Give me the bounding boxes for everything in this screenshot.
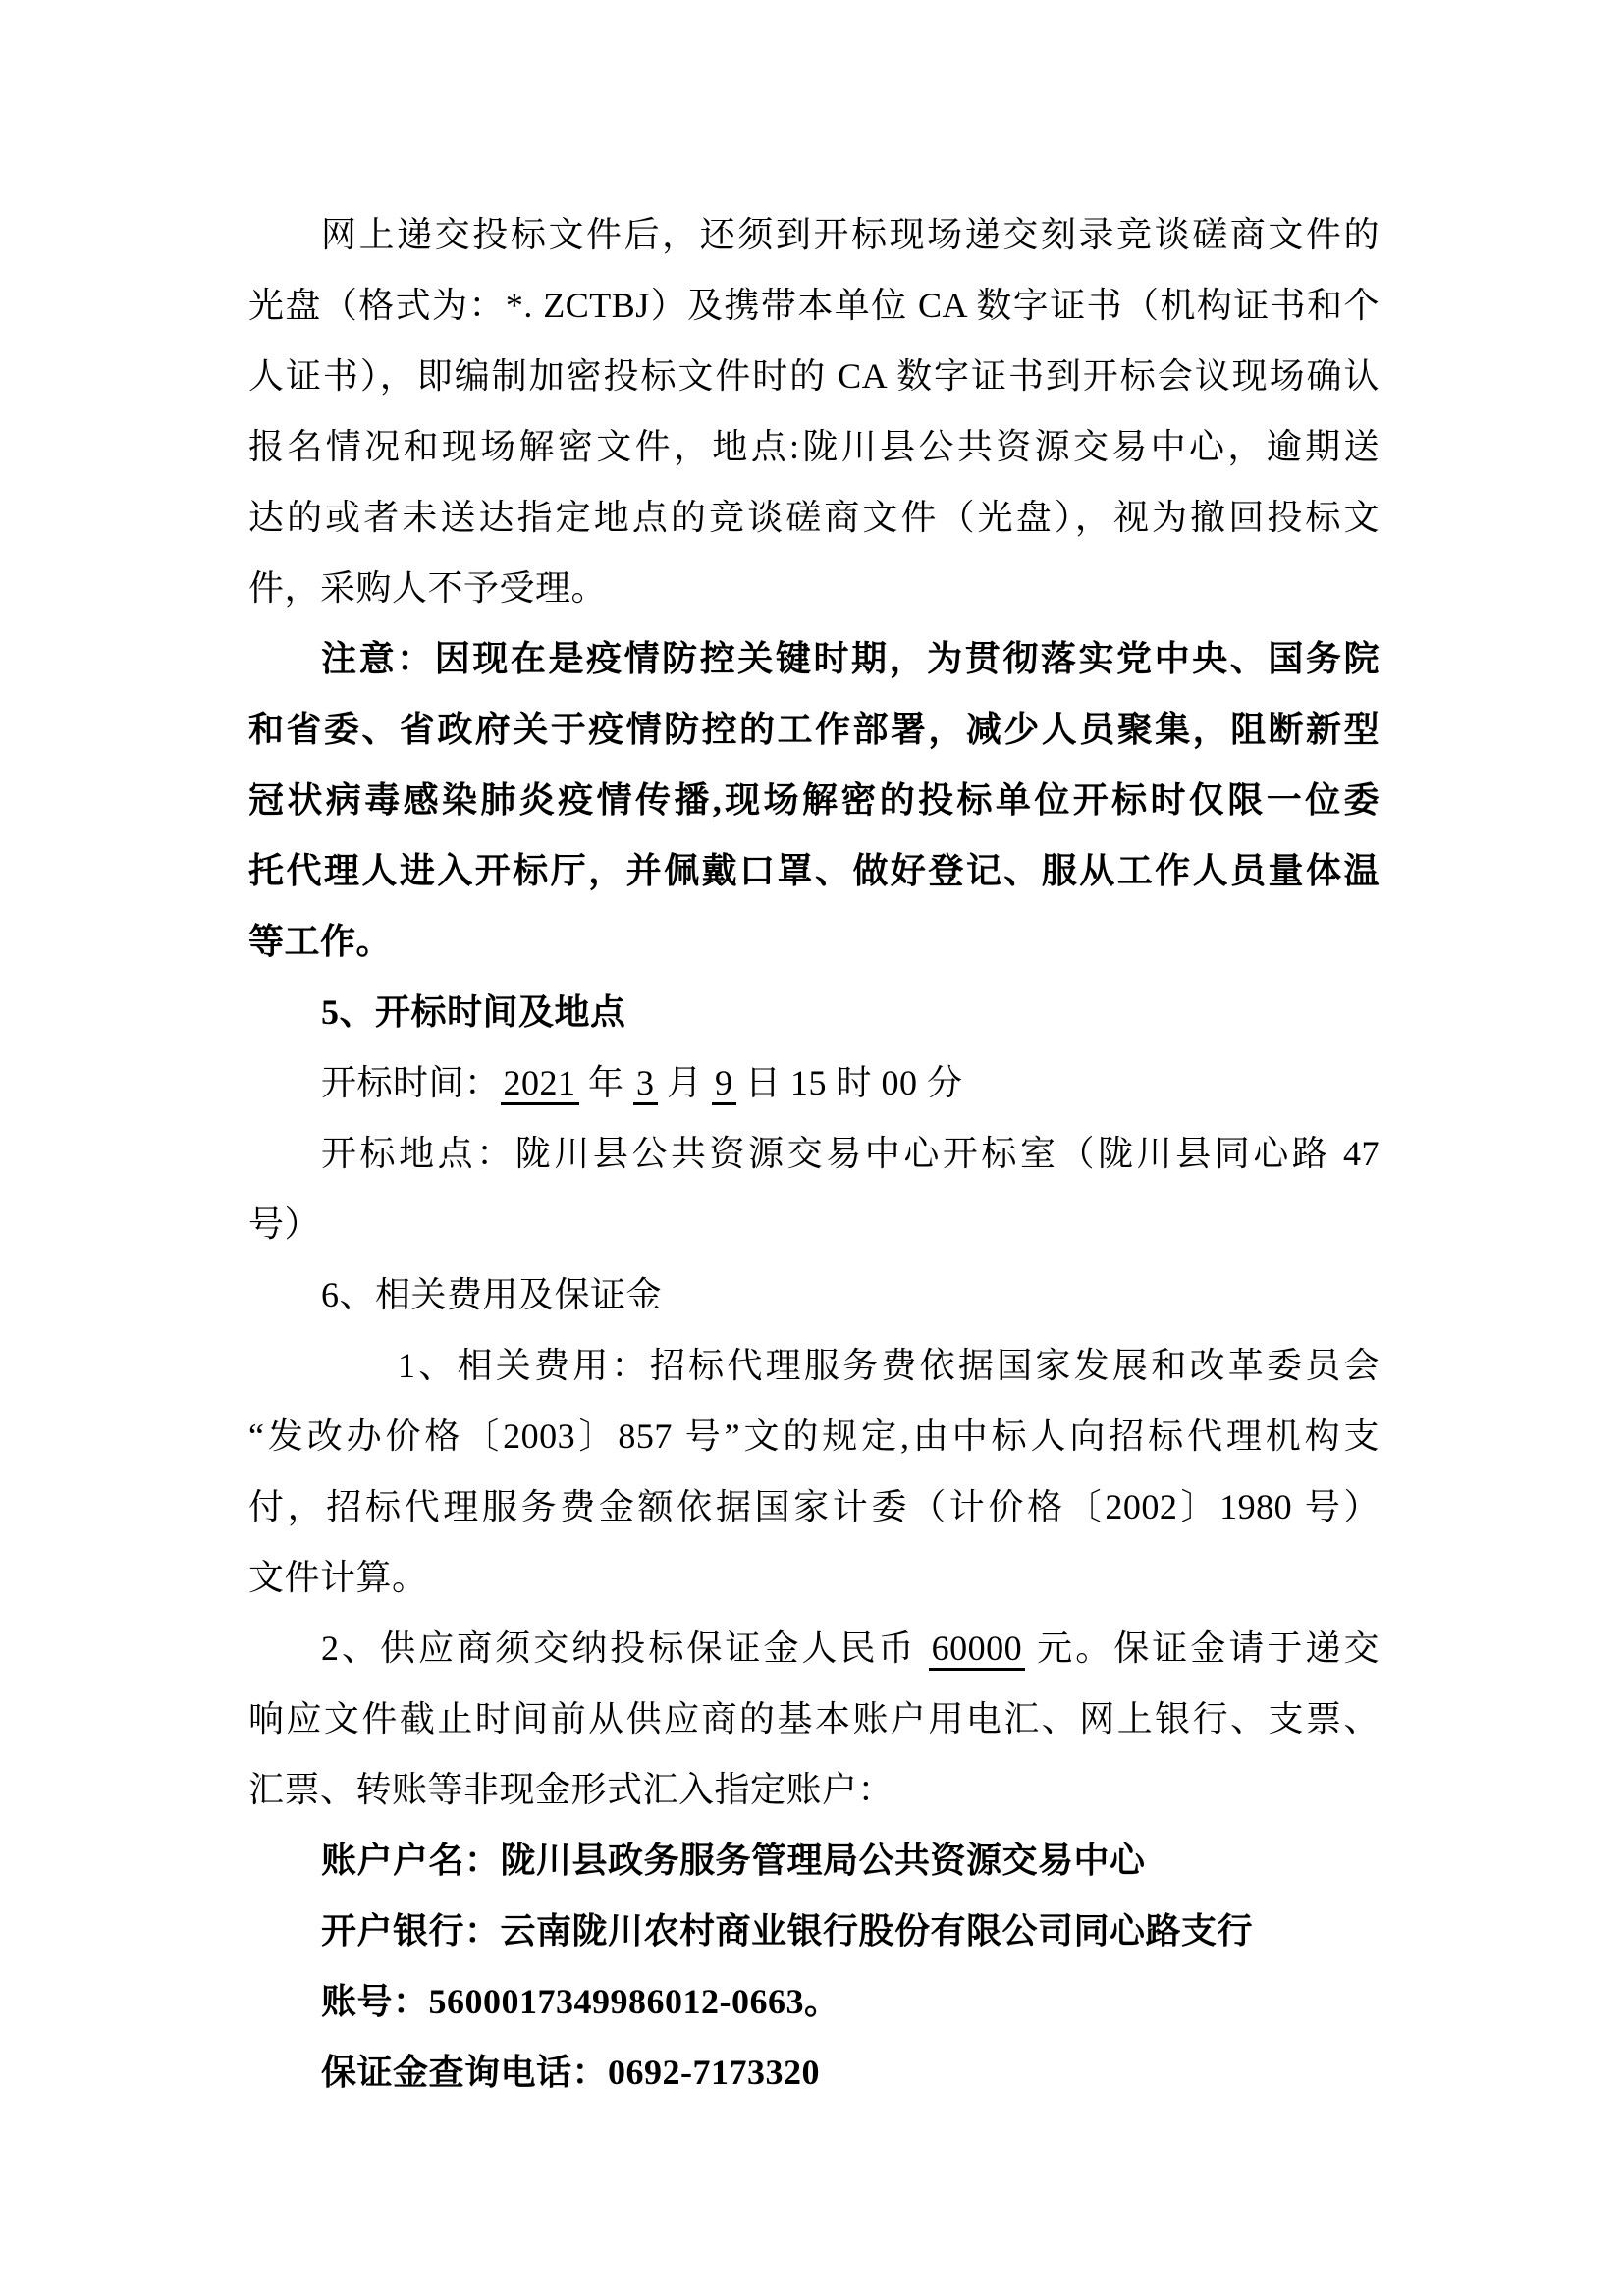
text-run: 开标地点：陇川县公共资源交易中心开标室（陇川县同心路 47 xyxy=(321,1134,1380,1173)
text-line xyxy=(248,1825,1380,1896)
text-line xyxy=(248,1259,1380,1330)
text-line xyxy=(248,1330,1380,1401)
text-line xyxy=(248,270,1380,341)
text-run: 保证金查询电话：0692-7173320 xyxy=(321,2053,820,2092)
text-line xyxy=(248,765,1380,835)
text-run: 报名情况和现场解密文件，地点:陇川县公共资源交易中心，逾期送 xyxy=(248,427,1380,466)
text-line xyxy=(248,977,1380,1047)
text-run: 达的或者未送达指定地点的竞谈磋商文件（光盘），视为撤回投标文 xyxy=(248,498,1380,537)
text-line xyxy=(248,2037,1380,2108)
text-run: 2、供应商须交纳投标保证金人民币 xyxy=(321,1629,929,1668)
text-run: 号） xyxy=(248,1204,321,1244)
text-run: 汇票、转账等非现金形式汇入指定账户： xyxy=(248,1770,894,1809)
document-body xyxy=(248,199,1380,2108)
text-run: 等工作。 xyxy=(248,922,393,961)
text-run: 和省委、省政府关于疫情防控的工作部署，减少人员聚集，阻断新型 xyxy=(248,710,1380,749)
text-run: 账户户名：陇川县政务服务管理局公共资源交易中心 xyxy=(321,1841,1146,1880)
text-line xyxy=(248,341,1380,411)
text-run: 开标时间： xyxy=(321,1063,501,1102)
text-line xyxy=(248,1401,1380,1471)
text-line xyxy=(248,623,1380,694)
text-line xyxy=(248,553,1380,623)
text-line xyxy=(248,1471,1380,1542)
text-run: 响应文件截止时间前从供应商的基本账户用电汇、网上银行、支票、 xyxy=(248,1699,1380,1738)
text-run: 文件计算。 xyxy=(248,1558,428,1597)
text-run: 6、相关费用及保证金 xyxy=(321,1275,663,1314)
text-line xyxy=(248,1613,1380,1683)
text-run: 托代理人进入开标厅，并佩戴口罩、做好登记、服从工作人员量体温 xyxy=(248,851,1380,890)
text-run: 1、相关费用：招标代理服务费依据国家发展和改革委员会 xyxy=(398,1346,1380,1385)
text-run: 年 xyxy=(578,1063,634,1102)
underlined-text: 60000 xyxy=(929,1629,1026,1671)
text-run: 账号：5600017349986012-0663。 xyxy=(321,1982,840,2021)
text-run: 日 15 时 00 分 xyxy=(735,1063,963,1102)
text-run: 人证书），即编制加密投标文件时的 CA 数字证书到开标会议现场确认 xyxy=(248,356,1380,396)
text-run: 冠状病毒感染肺炎疫情传播,现场解密的投标单位开标时仅限一位委 xyxy=(248,780,1380,820)
text-run: 注意：因现在是疫情防控关键时期，为贯彻落实党中央、国务院 xyxy=(321,639,1380,678)
underlined-text: 9 xyxy=(712,1063,736,1105)
text-run: 件，采购人不予受理。 xyxy=(248,568,608,608)
text-run: 5、开标时间及地点 xyxy=(321,992,626,1032)
text-run: 元。保证金请于递交 xyxy=(1025,1629,1380,1668)
text-line xyxy=(248,906,1380,977)
text-line xyxy=(248,1047,1380,1118)
underlined-text: 3 xyxy=(633,1063,658,1105)
underlined-text: 2021 xyxy=(501,1063,579,1105)
text-line xyxy=(248,1683,1380,1754)
text-run: 光盘（格式为：*. ZCTBJ）及携带本单位 CA 数字证书（机构证书和个 xyxy=(248,286,1380,325)
text-line xyxy=(248,1118,1380,1189)
text-line xyxy=(248,694,1380,765)
text-line xyxy=(248,1189,1380,1259)
text-line xyxy=(248,411,1380,482)
text-line xyxy=(248,835,1380,906)
text-line xyxy=(248,1754,1380,1825)
text-line xyxy=(248,1966,1380,2037)
text-run: 开户银行：云南陇川农村商业银行股份有限公司同心路支行 xyxy=(321,1911,1254,1950)
text-line xyxy=(248,482,1380,553)
text-line xyxy=(248,199,1380,270)
text-line xyxy=(248,1896,1380,1966)
text-run: 付，招标代理服务费金额依据国家计委（计价格〔2002〕1980 号） xyxy=(248,1487,1380,1526)
text-line xyxy=(248,1542,1380,1613)
text-run: 月 xyxy=(657,1063,713,1102)
text-run: “发改办价格〔2003〕857 号”文的规定,由中标人向招标代理机构支 xyxy=(248,1416,1380,1456)
text-run: 网上递交投标文件后，还须到开标现场递交刻录竞谈磋商文件的 xyxy=(321,215,1380,254)
